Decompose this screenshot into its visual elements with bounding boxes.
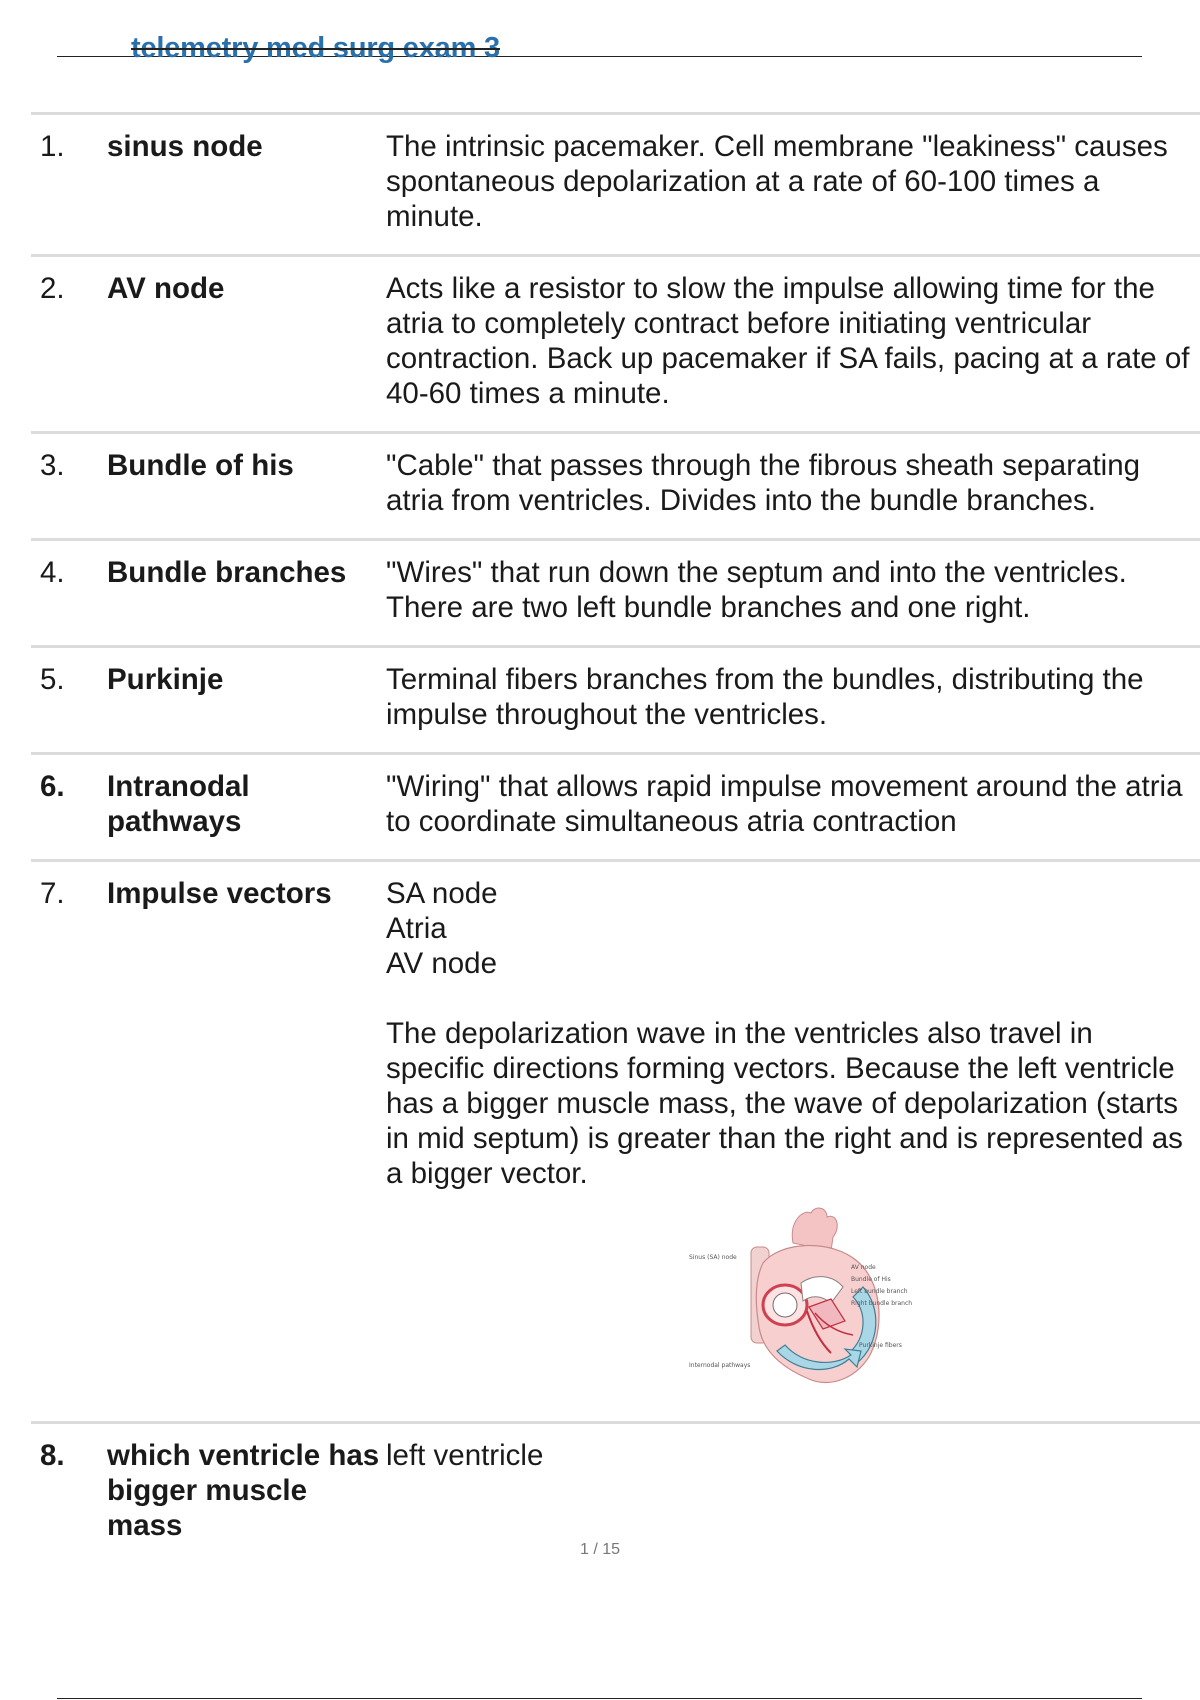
card-term: Bundle of his <box>107 449 294 482</box>
label-sinus-node: Sinus (SA) node <box>689 1254 737 1261</box>
card-number: 2. <box>40 272 65 305</box>
card-term: AV node <box>107 272 225 305</box>
card-term: Impulse vectors <box>107 877 332 910</box>
label-bundle-his: Bundle of His <box>851 1276 891 1283</box>
card-definition: The intrinsic pacemaker. Cell membrane "leakiness" causes spontaneous depolarization at a rate of 60-100 times a minute. <box>386 130 1168 233</box>
heart-conduction-diagram <box>681 1203 921 1393</box>
card-number: 7. <box>40 877 65 910</box>
footer-rule <box>57 1698 1142 1699</box>
label-right-bundle: Right bundle branch <box>851 1300 913 1307</box>
flashcard <box>31 112 1200 254</box>
flashcard <box>31 538 1200 645</box>
label-internodal: Internodal pathways <box>689 1362 751 1369</box>
card-definition: "Cable" that passes through the fibrous sheath separating atria from ventricles. Divides into the bundle branches. <box>386 449 1141 517</box>
card-number: 1. <box>40 130 65 163</box>
card-definition: left ventricle <box>386 1439 544 1472</box>
card-definition: "Wires" that run down the septum and into the ventricles. There are two left bundle branches and one right. <box>386 556 1127 624</box>
definition-line: Atria <box>386 912 447 945</box>
card-definition: Terminal fibers branches from the bundles, distributing the impulse throughout the ventricles. <box>386 663 1144 731</box>
document-title: telemetry med surg exam 3 <box>131 32 500 64</box>
card-definition <box>386 876 1196 1401</box>
card-term: Bundle branches <box>107 556 347 589</box>
flashcard <box>31 859 1200 1421</box>
flashcard-list <box>31 112 1200 1583</box>
flashcard <box>31 431 1200 538</box>
card-number: 5. <box>40 663 65 696</box>
flashcard <box>31 254 1200 431</box>
definition-line: AV node <box>386 947 497 980</box>
definition-line: SA node <box>386 877 498 910</box>
card-term: Intranodal pathways <box>107 770 250 838</box>
definition-paragraph: The depolarization wave in the ventricles also travel in specific directions forming vectors. Because the left ventricle has a bigger muscle mass, the wave of depolarization (starts in mid septum) is greater than the right and is represented as a bigger vector. <box>386 1017 1183 1190</box>
flashcard <box>31 645 1200 752</box>
card-number: 6. <box>40 770 65 803</box>
card-term: Purkinje <box>107 663 224 696</box>
card-definition: "Wiring" that allows rapid impulse movement around the atria to coordinate simultaneous atria contraction <box>386 770 1183 838</box>
label-left-bundle: Left bundle branch <box>851 1288 908 1295</box>
card-definition: Acts like a resistor to slow the impulse allowing time for the atria to completely contract before initiating ventricular contraction. Back up pacemaker if SA fails, pacing at a rate of 40-60 times a minute. <box>386 272 1190 410</box>
card-number: 8. <box>40 1439 65 1472</box>
flashcard <box>31 752 1200 859</box>
card-number: 3. <box>40 449 65 482</box>
card-term: which ventricle has bigger muscle mass <box>107 1439 380 1542</box>
card-number: 4. <box>40 556 65 589</box>
card-term: sinus node <box>107 130 263 163</box>
label-purkinje: Purkinje fibers <box>859 1342 902 1349</box>
page-number: 1 / 15 <box>579 1541 621 1558</box>
label-av-node: AV node <box>851 1264 876 1271</box>
